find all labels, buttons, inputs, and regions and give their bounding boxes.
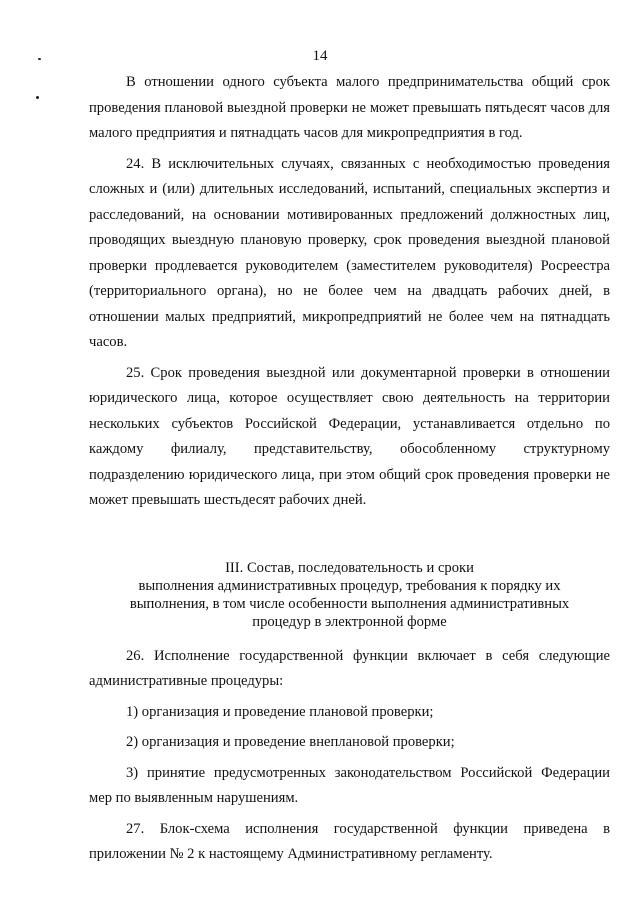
procedure-item: 1) организация и проведение плановой проверки; bbox=[126, 703, 434, 720]
section-heading-line: выполнения административных процедур, требования к порядку их bbox=[138, 577, 561, 594]
procedure-item: 2) организация и проведение внеплановой проверки; bbox=[126, 734, 455, 750]
paragraph-27: 27. Блок-схема исполнения государственной функции приведена в приложении № 2 к настоящему Административному регламенту. bbox=[89, 820, 610, 862]
paragraph-25: 25. Срок проведения выездной или документарной проверки в отношении юридического лица, которое осуществляет свою деятельность на территории нескольких субъектов Российской Федерации, устанавливается отдельно по каждому филиалу, представительству, обособленному структурному подразделению юридического лица, при этом общий срок проведения проверки не может превышать шестьдесят рабочих дней. bbox=[89, 364, 610, 508]
section-heading-line: процедур в электронной форме bbox=[252, 613, 447, 630]
page-number: 14 bbox=[312, 48, 328, 64]
paragraph-24: 24. В исключительных случаях, связанных с необходимостью проведения сложных и (или) длительных исследований, испытаний, специальных экспертиз и расследований, на основании мотивированных предложений должностных лиц, проводящих выездную плановую проверку, срок проведения выездной плановой проверки продлевается руководителем (заместителем руководителя) Росреестра (территориального органа), но не более чем на двадцать рабочих дней, в отношении малых предприятий, микропредприятий не более чем на пятнадцать часов. bbox=[89, 155, 610, 350]
section-heading-line: III. Состав, последовательность и сроки bbox=[225, 559, 474, 576]
scan-speck bbox=[36, 96, 39, 99]
procedure-item: 3) принятие предусмотренных законодательством Российской Федерации мер по выявленным нарушениям. bbox=[89, 764, 610, 806]
section-heading-line: выполнения, в том числе особенности выполнения административных bbox=[129, 595, 570, 612]
paragraph-26: 26. Исполнение государственной функции включает в себя следующие административные процедуры: bbox=[89, 647, 610, 689]
section-heading bbox=[89, 559, 610, 631]
paragraph-small-business-limit: В отношении одного субъекта малого предпринимательства общий срок проведения плановой выездной проверки не может превышать пятьдесят часов для малого предприятия и пятнадцать часов для микропредприятия в год. bbox=[89, 74, 610, 141]
document-body bbox=[89, 70, 610, 868]
